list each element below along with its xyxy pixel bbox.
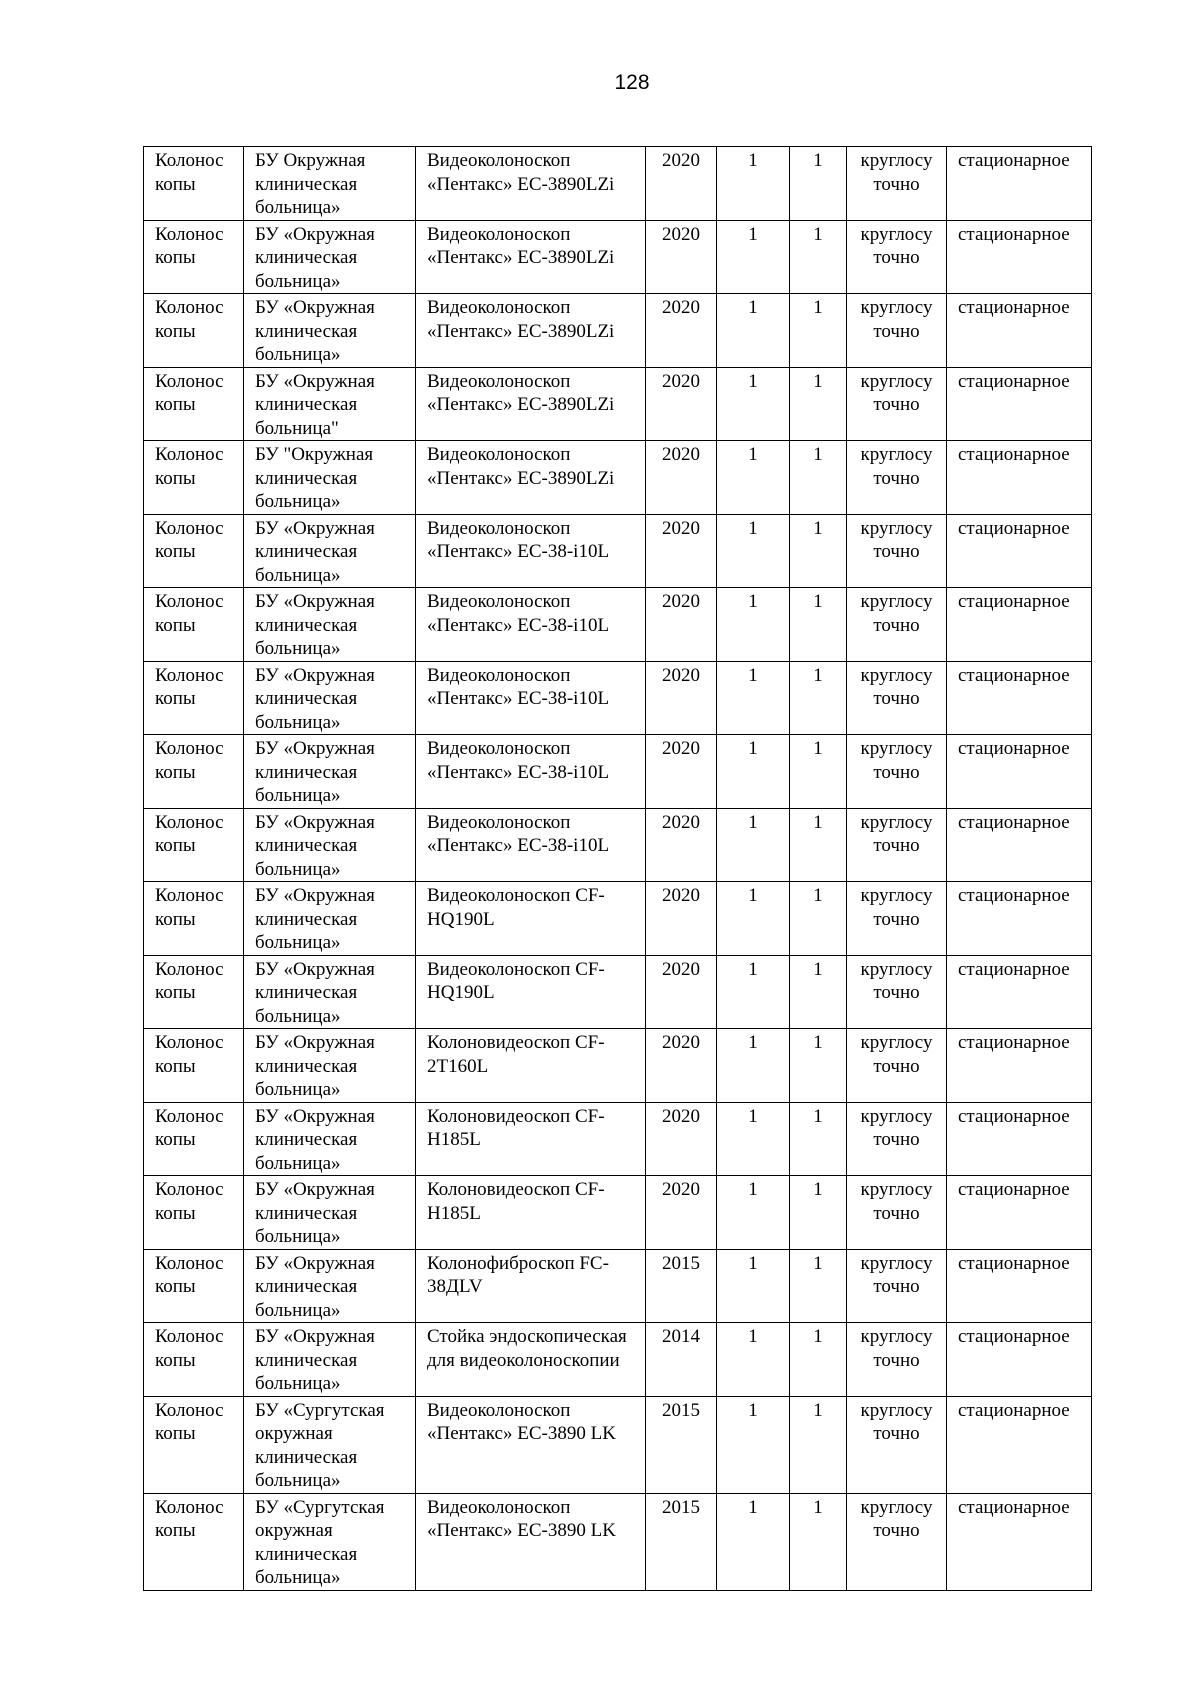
cell-organization: БУ «Окружная клиническая больница»: [244, 808, 416, 882]
cell-quantity-2: 1: [790, 1029, 847, 1103]
cell-category: Колонос копы: [144, 955, 244, 1029]
cell-quantity-2: 1: [790, 1493, 847, 1590]
table-row: [144, 441, 1092, 515]
cell-quantity-2: 1: [790, 147, 847, 221]
cell-device: Видеоколоноскоп «Пентакс» EC-38-i10L: [416, 661, 646, 735]
cell-operating-mode: круглосу точно: [847, 514, 947, 588]
cell-organization: БУ «Окружная клиническая больница»: [244, 955, 416, 1029]
cell-equipment-type: стационарное: [947, 735, 1092, 809]
cell-year: 2020: [646, 147, 717, 221]
cell-quantity-1: 1: [717, 588, 790, 662]
cell-equipment-type: стационарное: [947, 1249, 1092, 1323]
cell-quantity-2: 1: [790, 1102, 847, 1176]
cell-operating-mode: круглосу точно: [847, 735, 947, 809]
table-row: [144, 514, 1092, 588]
cell-operating-mode: круглосу точно: [847, 1029, 947, 1103]
cell-device: Видеоколоноскоп «Пентакс» EC-3890LZi: [416, 220, 646, 294]
cell-device: Видеоколоноскоп «Пентакс» EC-38-i10L: [416, 808, 646, 882]
cell-category: Колонос копы: [144, 147, 244, 221]
cell-operating-mode: круглосу точно: [847, 1176, 947, 1250]
table-row: [144, 220, 1092, 294]
cell-quantity-2: 1: [790, 1176, 847, 1250]
cell-category: Колонос копы: [144, 1493, 244, 1590]
cell-operating-mode: круглосу точно: [847, 147, 947, 221]
table-row: [144, 955, 1092, 1029]
cell-equipment-type: стационарное: [947, 147, 1092, 221]
cell-year: 2020: [646, 220, 717, 294]
cell-operating-mode: круглосу точно: [847, 808, 947, 882]
cell-equipment-type: стационарное: [947, 1102, 1092, 1176]
table-row: [144, 1176, 1092, 1250]
cell-category: Колонос копы: [144, 808, 244, 882]
cell-organization: БУ «Окружная клиническая больница»: [244, 294, 416, 368]
cell-quantity-2: 1: [790, 1249, 847, 1323]
cell-category: Колонос копы: [144, 294, 244, 368]
table-row: [144, 1102, 1092, 1176]
cell-year: 2020: [646, 367, 717, 441]
cell-quantity-2: 1: [790, 514, 847, 588]
cell-operating-mode: круглосу точно: [847, 441, 947, 515]
cell-equipment-type: стационарное: [947, 1323, 1092, 1397]
cell-organization: БУ «Окружная клиническая больница»: [244, 1029, 416, 1103]
table-row: [144, 1493, 1092, 1590]
cell-organization: БУ «Окружная клиническая больница": [244, 367, 416, 441]
cell-quantity-2: 1: [790, 882, 847, 956]
cell-category: Колонос копы: [144, 441, 244, 515]
cell-device: Видеоколоноскоп «Пентакс» EC-38-i10L: [416, 735, 646, 809]
table-row: [144, 367, 1092, 441]
cell-year: 2020: [646, 294, 717, 368]
cell-organization: БУ «Сургутская окружная клиническая больница»: [244, 1493, 416, 1590]
cell-equipment-type: стационарное: [947, 661, 1092, 735]
cell-operating-mode: круглосу точно: [847, 588, 947, 662]
cell-operating-mode: круглосу точно: [847, 661, 947, 735]
cell-organization: БУ «Окружная клиническая больница»: [244, 588, 416, 662]
cell-device: Видеоколоноскоп «Пентакс» EC-3890LZi: [416, 367, 646, 441]
cell-year: 2020: [646, 808, 717, 882]
cell-equipment-type: стационарное: [947, 1029, 1092, 1103]
cell-organization: БУ «Окружная клиническая больница»: [244, 1102, 416, 1176]
table-row: [144, 882, 1092, 956]
cell-device: Видеоколоноскоп «Пентакс» EC-3890LZi: [416, 441, 646, 515]
cell-year: 2020: [646, 1176, 717, 1250]
cell-equipment-type: стационарное: [947, 220, 1092, 294]
table-body: [144, 147, 1092, 1591]
cell-organization: БУ «Окружная клиническая больница»: [244, 514, 416, 588]
cell-organization: БУ «Окружная клиническая больница»: [244, 1176, 416, 1250]
table-row: [144, 1396, 1092, 1493]
cell-year: 2020: [646, 588, 717, 662]
cell-quantity-1: 1: [717, 735, 790, 809]
cell-equipment-type: стационарное: [947, 808, 1092, 882]
cell-device: Видеоколоноскоп «Пентакс» EC-3890 LK: [416, 1493, 646, 1590]
cell-operating-mode: круглосу точно: [847, 367, 947, 441]
cell-device: Стойка эндоскопическая для видеоколоноскопии: [416, 1323, 646, 1397]
cell-device: Видеоколоноскоп «Пентакс» EC-3890LZi: [416, 294, 646, 368]
cell-quantity-2: 1: [790, 441, 847, 515]
cell-category: Колонос копы: [144, 1176, 244, 1250]
cell-organization: БУ «Окружная клиническая больница»: [244, 1323, 416, 1397]
cell-device: Видеоколоноскоп «Пентакс» EC-3890LZi: [416, 147, 646, 221]
cell-quantity-2: 1: [790, 661, 847, 735]
cell-quantity-1: 1: [717, 367, 790, 441]
cell-year: 2020: [646, 955, 717, 1029]
cell-operating-mode: круглосу точно: [847, 955, 947, 1029]
cell-year: 2015: [646, 1396, 717, 1493]
cell-organization: БУ «Окружная клиническая больница»: [244, 1249, 416, 1323]
cell-category: Колонос копы: [144, 1396, 244, 1493]
cell-device: Видеоколоноскоп «Пентакс» EC-38-i10L: [416, 514, 646, 588]
cell-quantity-2: 1: [790, 1396, 847, 1493]
cell-quantity-2: 1: [790, 367, 847, 441]
cell-organization: БУ Окружная клиническая больница»: [244, 147, 416, 221]
cell-operating-mode: круглосу точно: [847, 1249, 947, 1323]
cell-device: Колонофиброскоп FC-38ДLV: [416, 1249, 646, 1323]
cell-quantity-1: 1: [717, 882, 790, 956]
cell-quantity-1: 1: [717, 955, 790, 1029]
cell-year: 2015: [646, 1493, 717, 1590]
cell-category: Колонос копы: [144, 514, 244, 588]
cell-operating-mode: круглосу точно: [847, 1323, 947, 1397]
cell-equipment-type: стационарное: [947, 1176, 1092, 1250]
cell-quantity-1: 1: [717, 220, 790, 294]
cell-device: Видеоколоноскоп CF-HQ190L: [416, 955, 646, 1029]
table-row: [144, 588, 1092, 662]
page-number: 128: [614, 71, 650, 94]
cell-device: Колоновидеоскоп CF-2T160L: [416, 1029, 646, 1103]
cell-year: 2020: [646, 1029, 717, 1103]
cell-quantity-1: 1: [717, 1102, 790, 1176]
cell-quantity-2: 1: [790, 1323, 847, 1397]
cell-quantity-1: 1: [717, 441, 790, 515]
cell-year: 2015: [646, 1249, 717, 1323]
cell-quantity-1: 1: [717, 294, 790, 368]
cell-quantity-1: 1: [717, 1029, 790, 1103]
cell-device: Колоновидеоскоп CF-H185L: [416, 1176, 646, 1250]
table-row: [144, 1029, 1092, 1103]
cell-equipment-type: стационарное: [947, 1396, 1092, 1493]
cell-year: 2014: [646, 1323, 717, 1397]
cell-year: 2020: [646, 735, 717, 809]
cell-organization: БУ «Окружная клиническая больница»: [244, 735, 416, 809]
cell-quantity-2: 1: [790, 220, 847, 294]
table-row: [144, 735, 1092, 809]
cell-quantity-1: 1: [717, 147, 790, 221]
cell-equipment-type: стационарное: [947, 514, 1092, 588]
cell-organization: БУ «Окружная клиническая больница»: [244, 220, 416, 294]
cell-equipment-type: стационарное: [947, 955, 1092, 1029]
cell-category: Колонос копы: [144, 1102, 244, 1176]
cell-category: Колонос копы: [144, 661, 244, 735]
cell-category: Колонос копы: [144, 367, 244, 441]
cell-year: 2020: [646, 1102, 717, 1176]
cell-quantity-1: 1: [717, 514, 790, 588]
cell-quantity-1: 1: [717, 661, 790, 735]
equipment-table: [143, 146, 1092, 1591]
cell-year: 2020: [646, 441, 717, 515]
cell-operating-mode: круглосу точно: [847, 882, 947, 956]
table-row: [144, 147, 1092, 221]
cell-equipment-type: стационарное: [947, 588, 1092, 662]
cell-year: 2020: [646, 661, 717, 735]
cell-equipment-type: стационарное: [947, 367, 1092, 441]
cell-category: Колонос копы: [144, 882, 244, 956]
cell-organization: БУ «Сургутская окружная клиническая больница»: [244, 1396, 416, 1493]
cell-device: Видеоколоноскоп CF-HQ190L: [416, 882, 646, 956]
table-row: [144, 661, 1092, 735]
cell-quantity-1: 1: [717, 1396, 790, 1493]
cell-organization: БУ «Окружная клиническая больница»: [244, 661, 416, 735]
cell-quantity-2: 1: [790, 588, 847, 662]
table-row: [144, 294, 1092, 368]
cell-operating-mode: круглосу точно: [847, 294, 947, 368]
cell-quantity-2: 1: [790, 808, 847, 882]
table-row: [144, 1249, 1092, 1323]
cell-organization: БУ "Окружная клиническая больница»: [244, 441, 416, 515]
cell-operating-mode: круглосу точно: [847, 1493, 947, 1590]
cell-organization: БУ «Окружная клиническая больница»: [244, 882, 416, 956]
cell-quantity-1: 1: [717, 1493, 790, 1590]
cell-category: Колонос копы: [144, 1029, 244, 1103]
cell-equipment-type: стационарное: [947, 1493, 1092, 1590]
cell-category: Колонос копы: [144, 588, 244, 662]
cell-quantity-1: 1: [717, 1323, 790, 1397]
cell-equipment-type: стационарное: [947, 441, 1092, 515]
cell-quantity-2: 1: [790, 294, 847, 368]
cell-quantity-1: 1: [717, 808, 790, 882]
cell-device: Видеоколоноскоп «Пентакс» EC-38-i10L: [416, 588, 646, 662]
cell-quantity-1: 1: [717, 1249, 790, 1323]
cell-category: Колонос копы: [144, 1323, 244, 1397]
cell-quantity-1: 1: [717, 1176, 790, 1250]
cell-operating-mode: круглосу точно: [847, 1102, 947, 1176]
cell-equipment-type: стационарное: [947, 882, 1092, 956]
cell-operating-mode: круглосу точно: [847, 220, 947, 294]
cell-category: Колонос копы: [144, 1249, 244, 1323]
cell-year: 2020: [646, 882, 717, 956]
table-row: [144, 1323, 1092, 1397]
cell-quantity-2: 1: [790, 955, 847, 1029]
cell-category: Колонос копы: [144, 220, 244, 294]
cell-device: Видеоколоноскоп «Пентакс» EC-3890 LK: [416, 1396, 646, 1493]
cell-year: 2020: [646, 514, 717, 588]
table-row: [144, 808, 1092, 882]
cell-equipment-type: стационарное: [947, 294, 1092, 368]
cell-operating-mode: круглосу точно: [847, 1396, 947, 1493]
cell-category: Колонос копы: [144, 735, 244, 809]
cell-quantity-2: 1: [790, 735, 847, 809]
cell-device: Колоновидеоскоп CF-H185L: [416, 1102, 646, 1176]
